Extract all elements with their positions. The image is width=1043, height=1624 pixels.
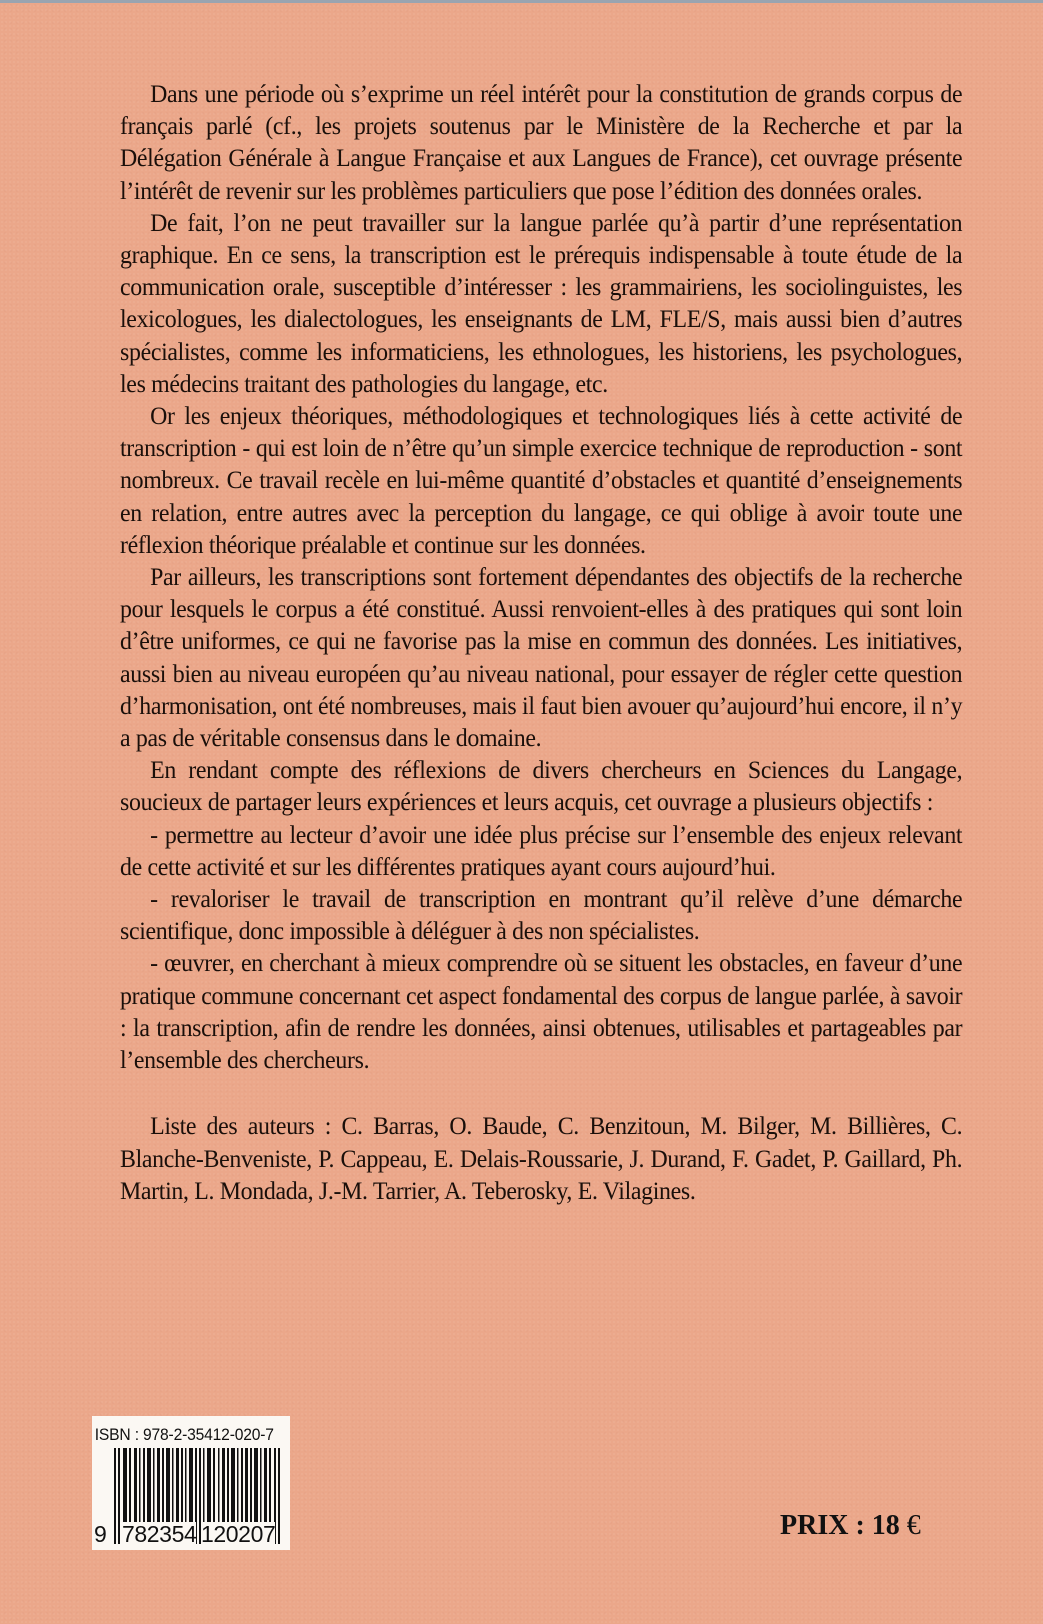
paragraph-stakes: Or les enjeux théoriques, méthodologiques et technologiques liés à cette activité de transcription - qui est loin de n’être qu’un simple exercice technique de reproduction - sont nombreux. Ce travail recèle en lui-même quantité d’obstacles et quantité d’enseignements en relation, entre autres avec la perception du langage, ce qui oblige à avoir toute une réflexion théorique préalable et continue sur les données. — [120, 402, 963, 559]
currency-symbol: € — [906, 1510, 921, 1541]
objective-item-1: - permettre au lecteur d’avoir une idée plus précise sur l’ensemble des enjeux relevant de cette activité et sur les différentes pratiques ayant cours aujourd’hui. — [120, 820, 963, 881]
paragraph-practices: Par ailleurs, les transcriptions sont fortement dépendantes des objectifs de la recherche pour lesquels le corpus a été constitué. Aussi renvoient-elles à des pratiques qui sont loin d’être uniformes, ce qui ne favorise pas la mise en commun des données. Les initiatives, aussi bien au niveau européen qu’au niveau national, pour essayer de régler cette question d’harmonisation, ont été nombreuses, mais il faut bien avouer qu’aujourd’hui encore, il n’y a pas de véritable consensus dans le domaine. — [120, 563, 963, 753]
cover-top-edge — [0, 0, 1043, 3]
isbn-barcode-box — [92, 1416, 290, 1550]
price-label — [780, 1510, 921, 1542]
barcode-digits-right: 120207 — [201, 1521, 276, 1547]
barcode-digits-left: 782354 — [122, 1521, 197, 1547]
paragraph-intro: Dans une période où s’exprime un réel intérêt pour la constitution de grands corpus de français parlé (cf., les projets soutenus par le Ministère de la Recherche et par la Délégation Générale à Langue Française et aux Langues de France), cet ouvrage présente l’intérêt de revenir sur les problèmes particuliers que pose l’édition des données orales. — [120, 80, 963, 205]
paragraph-transcription: De fait, l’on ne peut travailler sur la langue parlée qu’à partir d’une représentation graphique. En ce sens, la transcription est le prérequis indispensable à toute étude de la communication orale, susceptible d’intéresser : les grammairiens, les sociolinguistes, les lexicologues, les dialectologues, les enseignants de LM, FLE/S, mais aussi bien d’autres spécialistes, comme les informaticiens, les ethnologues, les historiens, les psychologues, les médecins traitant des pathologies du langage, etc. — [120, 208, 963, 398]
isbn-label: ISBN : 978-2-35412-020-7 — [94, 1425, 274, 1444]
objective-item-2: - revaloriser le travail de transcription en montrant qu’il relève d’une démarche scientifique, donc impossible à déléguer à des non spécialistes. — [120, 885, 963, 946]
price-text: PRIX : 18 — [780, 1510, 900, 1541]
objective-item-3: - œuvrer, en cherchant à mieux comprendre où se situent les obstacles, en faveur d’une pratique commune concernant cet aspect fondamental des corpus de langue parlée, à savoir : la transcription, afin de rendre les données, ainsi obtenues, utilisables et partageables par l’ensemble des chercheurs. — [120, 949, 963, 1075]
barcode-digit-first: 9 — [94, 1521, 107, 1547]
paragraph-objectives: En rendant compte des réflexions de divers chercheurs en Sciences du Langage, soucieux de partager leurs expériences et leurs acquis, cet ouvrage a plusieurs objectifs : — [120, 756, 963, 817]
authors-list: Liste des auteurs : C. Barras, O. Baude, C. Benzitoun, M. Bilger, M. Billières, C. Blanche-Benveniste, P. Cappeau, E. Delais-Roussarie, J. Durand, F. Gadet, P. Gaillard, Ph. Martin, L. Mondada, J.-M. Tarrier, A. Teberosky, E. Vilagines. — [120, 1112, 963, 1205]
back-cover-text — [120, 78, 962, 1207]
